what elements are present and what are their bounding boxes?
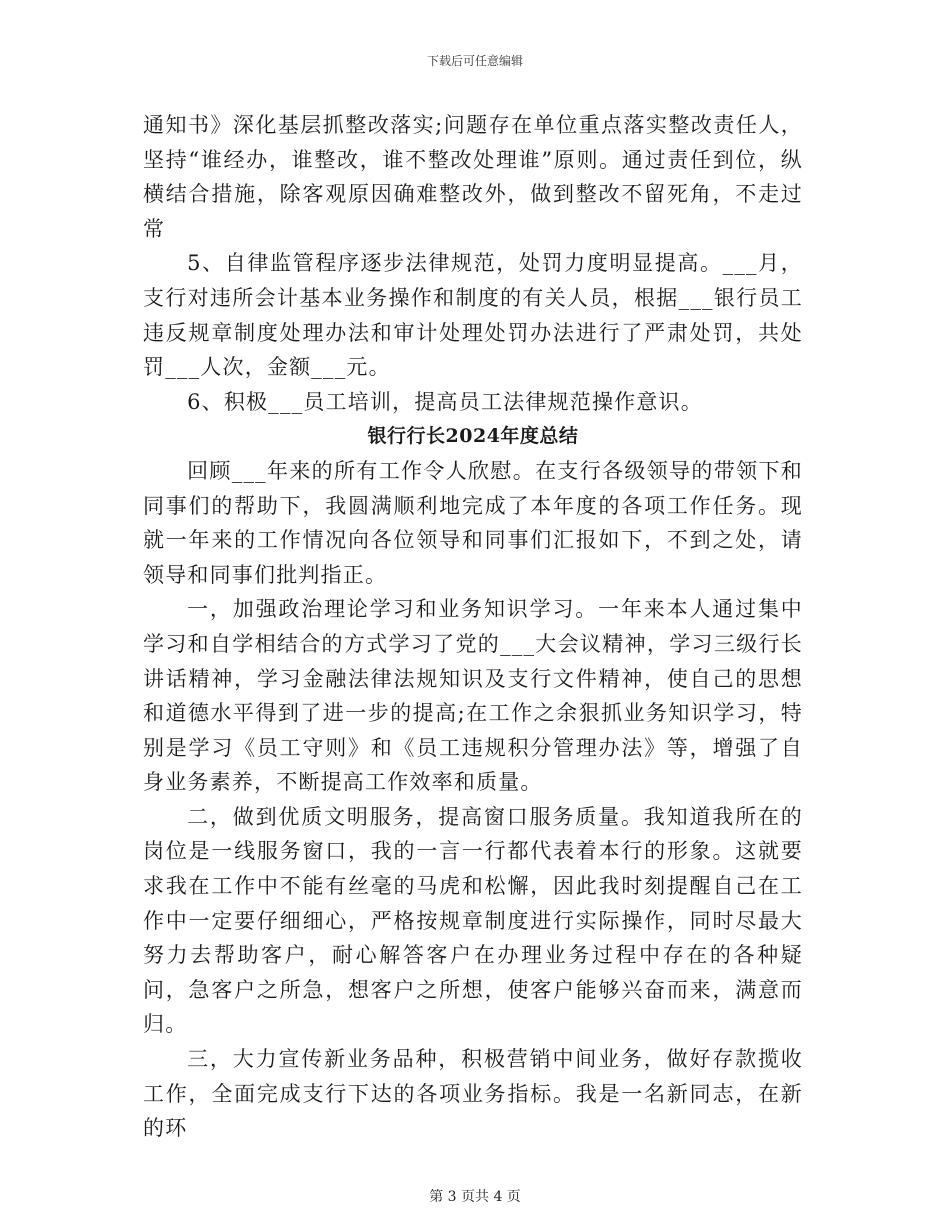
paragraph-intro: 回顾___年来的所有工作令人欣慰。在支行各级领导的带领下和同事们的帮助下，我圆满顺利地完成了本年度的各项工作任务。现就一年来的工作情况向各位领导和同事们汇报如下，不到之处，请领导和同事们批判指正。	[143, 458, 803, 587]
paragraph-item-6: 6、积极___员工培训，提高员工法律规范操作意识。	[187, 389, 703, 414]
document-body	[143, 108, 803, 1146]
page-header-note: 下载后可任意编辑	[426, 54, 523, 68]
paragraph-point-1: 一，加强政治理论学习和业务知识学习。一年来本人通过集中学习和自学相结合的方式学习了党的___大会议精神，学习三级行长讲话精神，学习金融法律法规知识及支行文件精神，使自己的思想和道德水平得到了进一步的提高;在工作之余狠抓业务知识学习，特别是学习《员工守则》和《员工违规积分管理办法》等，增强了自身业务素养，不断提高工作效率和质量。	[143, 597, 803, 795]
paragraph-point-2: 二，做到优质文明服务，提高窗口服务质量。我知道我所在的岗位是一线服务窗口，我的一言一行都代表着本行的形象。这就要求我在工作中不能有丝毫的马虎和松懈，因此我时刻提醒自己在工作中一定要仔细细心，严格按规章制度进行实际操作，同时尽最大努力去帮助客户，耐心解答客户在办理业务过程中存在的各种疑问，急客户之所急，想客户之所想，使客户能够兴奋而来，满意而归。	[143, 804, 803, 1037]
section-title: 银行行长2024年度总结	[367, 425, 579, 448]
paragraph-item-5: 5、自律监管程序逐步法律规范，处罚力度明显提高。___月，支行对违所会计基本业务操作和制度的有关人员，根据___银行员工违反规章制度处理办法和审计处理处罚办法进行了严肃处罚，共处罚___人次，金额___元。	[143, 251, 803, 380]
page-number: 第 3 页共 4 页	[429, 1189, 521, 1205]
paragraph-continuation: 通知书》深化基层抓整改落实;问题存在单位重点落实整改责任人，坚持“谁经办，谁整改，谁不整改处理谁”原则。通过责任到位，纵横结合措施，除客观原因确难整改外，做到整改不留死角，不走过常	[143, 113, 803, 241]
paragraph-point-3: 三，大力宣传新业务品种，积极营销中间业务，做好存款揽收工作，全面完成支行下达的各项业务指标。我是一名新同志，在新的环	[143, 1047, 803, 1141]
